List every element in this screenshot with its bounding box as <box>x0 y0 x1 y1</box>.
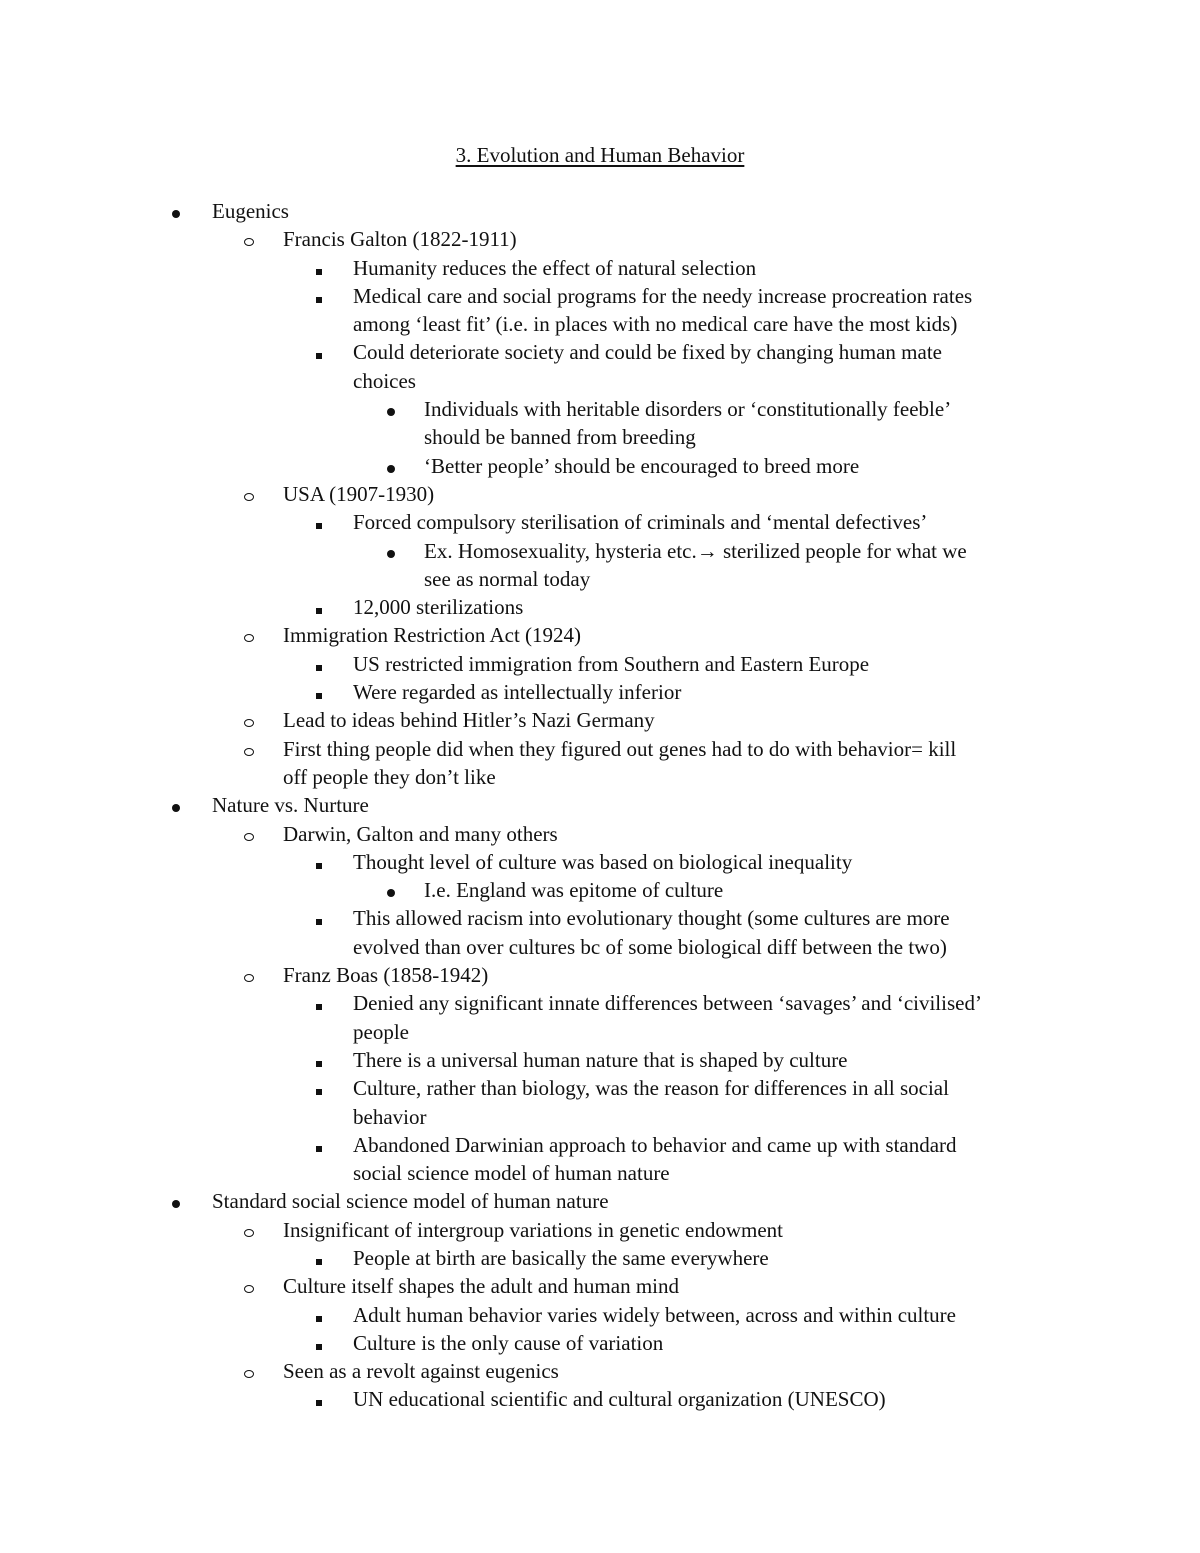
list-item-text: This allowed racism into evolutionary thought (some cultures are more <box>353 906 950 931</box>
list-item-level-3 <box>0 989 1200 1017</box>
list-item-text: There is a universal human nature that is shaped by culture <box>353 1047 848 1072</box>
list-item-continuation <box>0 1159 1200 1187</box>
list-item-level-3 <box>0 593 1200 621</box>
list-item-text: Immigration Restriction Act (1924) <box>283 623 582 648</box>
hollow-circle-bullet-icon <box>244 1272 254 1300</box>
list-item-text: see as normal today <box>424 566 591 591</box>
square-bullet-icon <box>316 593 322 621</box>
square-bullet-icon <box>316 338 322 366</box>
list-item-continuation <box>0 310 1200 338</box>
list-item-text: First thing people did when they figured out genes had to do with behavior= kill <box>283 736 957 761</box>
filled-bullet-icon <box>387 876 395 904</box>
hollow-circle-bullet-icon <box>244 1357 254 1385</box>
list-item-text: UN educational scientific and cultural organization (UNESCO) <box>353 1387 886 1412</box>
list-item-level-2 <box>0 961 1200 989</box>
list-item-continuation <box>0 367 1200 395</box>
hollow-circle-bullet-icon <box>244 706 254 734</box>
square-bullet-icon <box>316 848 322 876</box>
list-item-level-2 <box>0 1272 1200 1300</box>
list-item-level-3 <box>0 678 1200 706</box>
square-bullet-icon <box>316 989 322 1017</box>
filled-bullet-icon <box>387 395 395 423</box>
hollow-circle-bullet-icon <box>244 480 254 508</box>
square-bullet-icon <box>316 1244 322 1272</box>
list-item-text: should be banned from breeding <box>424 425 696 450</box>
list-item-level-4 <box>0 395 1200 423</box>
list-item-level-3 <box>0 282 1200 310</box>
list-item-text: Lead to ideas behind Hitler’s Nazi Germany <box>283 708 655 733</box>
list-item-level-2 <box>0 225 1200 253</box>
list-item-text: evolved than over cultures bc of some biological diff between the two) <box>353 934 947 959</box>
square-bullet-icon <box>316 1131 322 1159</box>
list-item-level-2 <box>0 621 1200 649</box>
square-bullet-icon <box>316 254 322 282</box>
list-item-text: Ex. Homosexuality, hysteria etc.→ sterilized people for what we <box>424 538 967 563</box>
list-item-continuation <box>0 565 1200 593</box>
list-item-text: USA (1907-1930) <box>283 481 435 506</box>
list-item-level-3 <box>0 254 1200 282</box>
square-bullet-icon <box>316 1301 322 1329</box>
square-bullet-icon <box>316 1385 322 1413</box>
square-bullet-icon <box>316 508 322 536</box>
list-item-level-2 <box>0 1216 1200 1244</box>
list-item-text: Adult human behavior varies widely between, across and within culture <box>353 1302 956 1327</box>
square-bullet-icon <box>316 650 322 678</box>
hollow-circle-bullet-icon <box>244 621 254 649</box>
list-item-text: Denied any significant innate differences between ‘savages’ and ‘civilised’ <box>353 991 982 1016</box>
list-item-level-1 <box>0 791 1200 819</box>
square-bullet-icon <box>316 678 322 706</box>
list-item-level-3 <box>0 508 1200 536</box>
list-item-level-3 <box>0 1074 1200 1102</box>
list-item-text: Culture itself shapes the adult and human mind <box>283 1274 680 1299</box>
list-item-level-2 <box>0 706 1200 734</box>
list-item-continuation <box>0 763 1200 791</box>
list-item-continuation <box>0 1103 1200 1131</box>
square-bullet-icon <box>316 1074 322 1102</box>
list-item-level-3 <box>0 1131 1200 1159</box>
list-item-level-4 <box>0 452 1200 480</box>
list-item-level-1 <box>0 1187 1200 1215</box>
list-item-level-3 <box>0 338 1200 366</box>
hollow-circle-bullet-icon <box>244 225 254 253</box>
list-item-text: off people they don’t like <box>283 764 496 789</box>
list-item-text: ‘Better people’ should be encouraged to breed more <box>424 453 860 478</box>
list-item-text: I.e. England was epitome of culture <box>424 878 724 903</box>
list-item-level-3 <box>0 1301 1200 1329</box>
square-bullet-icon <box>316 904 322 932</box>
list-item-text: Seen as a revolt against eugenics <box>283 1359 559 1384</box>
list-item-text: Abandoned Darwinian approach to behavior and came up with standard <box>353 1132 957 1157</box>
list-item-level-2 <box>0 480 1200 508</box>
document-title: 3. Evolution and Human Behavior <box>455 143 745 167</box>
list-item-level-3 <box>0 1385 1200 1413</box>
list-item-text: choices <box>353 368 416 393</box>
list-item-text: Medical care and social programs for the needy increase procreation rates <box>353 283 973 308</box>
hollow-circle-bullet-icon <box>244 735 254 763</box>
list-item-level-3 <box>0 848 1200 876</box>
list-item-level-3 <box>0 904 1200 932</box>
list-item-text: Francis Galton (1822-1911) <box>283 227 517 252</box>
square-bullet-icon <box>316 1329 322 1357</box>
list-item-text: Could deteriorate society and could be fixed by changing human mate <box>353 340 942 365</box>
list-item-continuation <box>0 423 1200 451</box>
list-item-text: Eugenics <box>212 199 289 223</box>
list-item-text: behavior <box>353 1104 427 1129</box>
hollow-circle-bullet-icon <box>244 961 254 989</box>
list-item-text: Culture is the only cause of variation <box>353 1330 664 1355</box>
list-item-level-3 <box>0 650 1200 678</box>
list-item-level-4 <box>0 876 1200 904</box>
list-item-level-2 <box>0 820 1200 848</box>
list-item-text: Culture, rather than biology, was the reason for differences in all social <box>353 1076 949 1101</box>
list-item-level-3 <box>0 1046 1200 1074</box>
list-item-text: Darwin, Galton and many others <box>283 821 558 846</box>
list-item-text: US restricted immigration from Southern and Eastern Europe <box>353 651 870 676</box>
list-item-text: Standard social science model of human nature <box>212 1189 609 1214</box>
filled-bullet-icon <box>172 197 180 225</box>
bullet-outline <box>0 197 1200 1414</box>
filled-bullet-icon <box>172 1187 180 1215</box>
list-item-text: Forced compulsory sterilisation of criminals and ‘mental defectives’ <box>353 510 928 535</box>
list-item-level-1 <box>0 197 1200 225</box>
square-bullet-icon <box>316 282 322 310</box>
hollow-circle-bullet-icon <box>244 1216 254 1244</box>
list-item-text: Individuals with heritable disorders or ‘constitutionally feeble’ <box>424 397 952 422</box>
list-item-text: social science model of human nature <box>353 1161 670 1186</box>
list-item-level-3 <box>0 1244 1200 1272</box>
list-item-text: people <box>353 1019 409 1044</box>
list-item-level-2 <box>0 1357 1200 1385</box>
list-item-level-4 <box>0 537 1200 565</box>
list-item-text: Were regarded as intellectually inferior <box>353 680 682 705</box>
list-item-text: Franz Boas (1858-1942) <box>283 963 489 988</box>
list-item-text: Nature vs. Nurture <box>212 793 369 818</box>
filled-bullet-icon <box>172 791 180 819</box>
list-item-level-2 <box>0 735 1200 763</box>
list-item-text: 12,000 sterilizations <box>353 595 524 620</box>
list-item-level-3 <box>0 1329 1200 1357</box>
list-item-text: among ‘least fit’ (i.e. in places with no medical care have the most kids) <box>353 312 958 337</box>
list-item-continuation <box>0 933 1200 961</box>
list-item-text: Humanity reduces the effect of natural selection <box>353 255 757 280</box>
list-item-text: People at birth are basically the same everywhere <box>353 1245 769 1270</box>
hollow-circle-bullet-icon <box>244 820 254 848</box>
filled-bullet-icon <box>387 537 395 565</box>
list-item-continuation <box>0 1018 1200 1046</box>
filled-bullet-icon <box>387 452 395 480</box>
list-item-text: Thought level of culture was based on biological inequality <box>353 849 853 874</box>
square-bullet-icon <box>316 1046 322 1074</box>
list-item-text: Insignificant of intergroup variations in genetic endowment <box>283 1217 783 1242</box>
